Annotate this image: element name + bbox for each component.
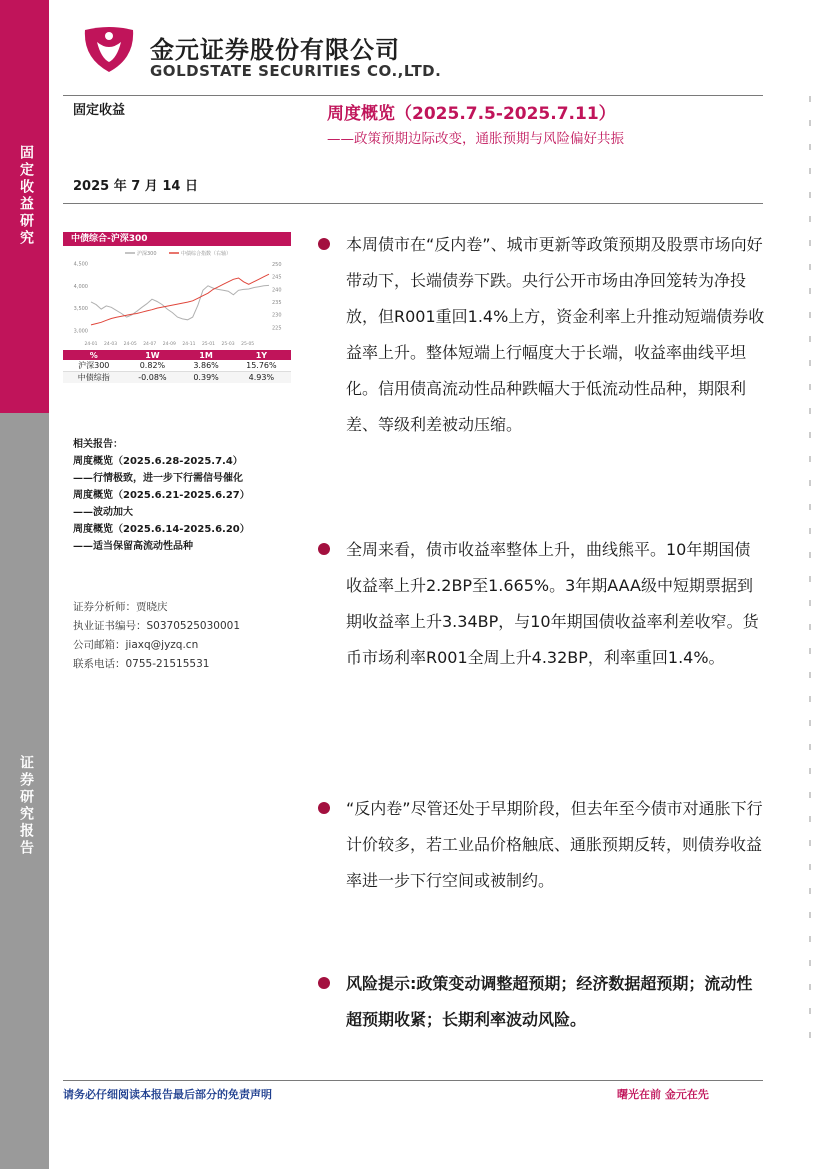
brand-name-cn: 金元证券股份有限公司 (150, 36, 400, 64)
y-tick-label-right: 230 (272, 312, 282, 319)
footer-disclaimer[interactable]: 请务必仔细阅读本报告最后部分的免责声明 (63, 1088, 272, 1101)
related-report-sub: ——波动加大 (73, 507, 133, 518)
x-tick-label: 25-01 (201, 342, 216, 347)
related-heading: 相关报告： (73, 439, 123, 450)
sidebar-bottom-label: 证券研究报告 (18, 755, 34, 857)
bullet-icon (318, 238, 330, 250)
table-cell: 3.86% (180, 360, 231, 372)
report-title: 周度概览（2025.7.5-2025.7.11） (327, 104, 616, 124)
x-tick-label: 25-05 (241, 342, 255, 347)
company-logo-icon (77, 22, 141, 74)
index-line-chart (63, 247, 291, 349)
doc-type-label: 固定收益 (73, 103, 126, 118)
x-tick-label: 24-07 (143, 342, 157, 347)
related-report-link[interactable]: 周度概览（2025.6.28-2025.7.4） (73, 456, 243, 467)
x-tick-label: 24-01 (84, 342, 98, 347)
table-row (63, 372, 291, 384)
header-bottom-rule (63, 203, 763, 204)
x-tick-label: 25-03 (221, 342, 235, 347)
header-top-rule (63, 95, 763, 96)
chart-header (63, 232, 291, 246)
analyst-email[interactable]: 公司邮箱：jiaxq@jyzq.cn (73, 639, 199, 651)
footer-slogan: 曙光在前 金元在先 (617, 1088, 709, 1101)
table-cell: 4.93% (232, 372, 291, 384)
table-header-cell: 1Y (232, 350, 291, 360)
y-tick-label-right: 250 (272, 262, 282, 269)
table-cell: 0.82% (125, 360, 181, 372)
table-cell: 15.76% (232, 360, 291, 372)
table-header-cell: 1M (180, 350, 231, 360)
right-edge-ticks (808, 96, 812, 1046)
legend-label: 中债综合指数（右轴） (181, 251, 232, 257)
sidebar-top-label: 固定收益研究 (18, 145, 34, 247)
y-tick-label-left: 3,000 (73, 328, 88, 335)
x-tick-label: 24-11 (182, 342, 196, 347)
body-paragraph-3: “反内卷”尽管还处于早期阶段，但去年至今债市对通胀下行计价较多，若工业品价格触底、通胀预期反转，则债券收益率进一步下行空间或被制约。 (346, 799, 763, 890)
y-tick-label-right: 245 (272, 274, 282, 281)
risk-warning: 风险提示:政策变动调整超预期；经济数据超预期；流动性超预期收紧；长期利率波动风险。 (346, 974, 753, 1029)
related-reports (73, 436, 293, 555)
report-date: 2025 年 7 月 14 日 (73, 179, 198, 194)
table-cell: 沪深300 (63, 360, 125, 372)
y-tick-label-right: 240 (272, 287, 282, 294)
x-tick-label: 24-09 (162, 342, 176, 347)
y-tick-label-left: 4,500 (73, 261, 88, 268)
bullet-icon (318, 977, 330, 989)
table-header-cell: 1W (125, 350, 181, 360)
table-cell: -0.08% (125, 372, 181, 384)
footer-rule (63, 1080, 763, 1081)
body-paragraph-1: 本周债市在“反内卷”、城市更新等政策预期及股票市场向好带动下，长端债券下跌。央行公开市场由净回笼转为净投放，但R001重回1.4%上方，资金利率上升推动短端债券收益率上升。整体短端上行幅度大于长端，收益率曲线平坦化。信用债高流动性品种跌幅大于低流动性品种，期限利差、等级利差被动压缩。 (346, 235, 765, 434)
analyst-cert: 执业证书编号：S0370525030001 (73, 620, 241, 632)
table-cell: 0.39% (180, 372, 231, 384)
body-paragraph-2: 全周来看，债市收益率整体上升，曲线熊平。10年期国债收益率上升2.2BP至1.665%。3年期AAA级中短期票据到期收益率上升3.34BP，与10年期国债收益率利差收窄。货币市场利率R001全周上升4.32BP，利率重回1.4%。 (346, 540, 759, 667)
report-subtitle: ——政策预期边际改变，通胀预期与风险偏好共振 (327, 131, 624, 147)
table-header-cell: % (63, 350, 125, 360)
related-report-link[interactable]: 周度概览（2025.6.21-2025.6.27） (73, 490, 250, 501)
x-tick-label: 24-05 (123, 342, 137, 347)
y-tick-label-left: 4,000 (73, 283, 88, 290)
chart-title: 中债综合-沪深300 (71, 234, 148, 244)
table-cell: 中债综指 (63, 372, 125, 384)
y-tick-label-left: 3,500 (73, 306, 88, 313)
y-tick-label-right: 225 (272, 325, 282, 332)
analyst-name: 证券分析师：贾晓庆 (73, 601, 168, 613)
related-report-sub: ——行情极致，进一步下行需信号催化 (73, 473, 243, 484)
series-line-csi300 (91, 285, 269, 319)
related-report-sub: ——适当保留高流动性品种 (73, 541, 193, 552)
legend-label: 沪深300 (137, 251, 157, 257)
x-tick-label: 24-03 (104, 342, 118, 347)
bullet-icon (318, 802, 330, 814)
table-row (63, 360, 291, 372)
analyst-info (73, 598, 240, 674)
performance-table (63, 350, 291, 383)
y-tick-label-right: 235 (272, 300, 282, 307)
table-header-row (63, 350, 291, 360)
series-line-bond-index (91, 274, 269, 325)
related-report-link[interactable]: 周度概览（2025.6.14-2025.6.20） (73, 524, 250, 535)
brand-name-en: GOLDSTATE SECURITIES CO.,LTD. (150, 62, 442, 80)
bullet-icon (318, 543, 330, 555)
analyst-phone: 联系电话：0755-21515531 (73, 658, 210, 670)
